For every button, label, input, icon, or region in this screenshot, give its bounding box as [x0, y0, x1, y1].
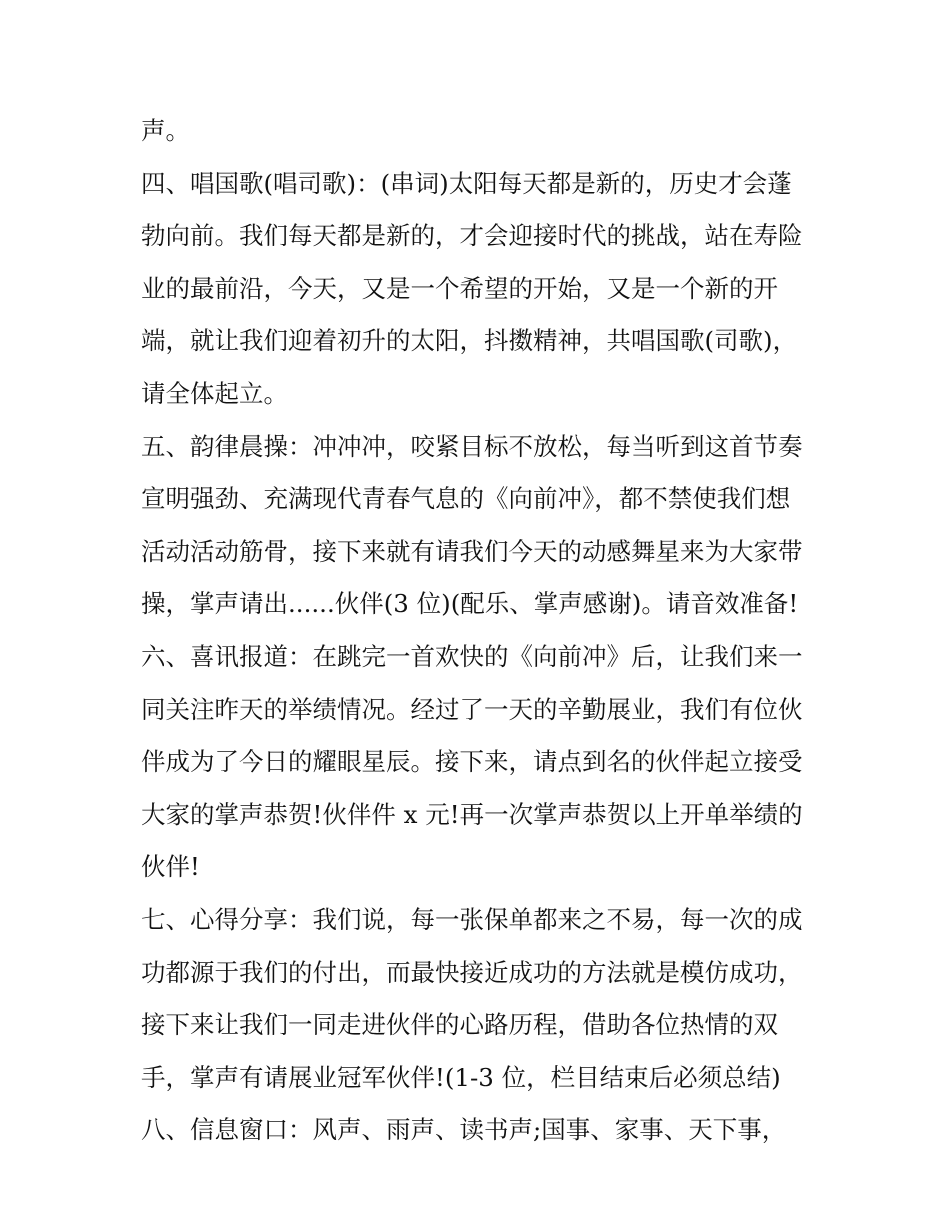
- text-line: 端，就让我们迎着初升的太阳，抖擞精神，共唱国歌(司歌)，: [141, 326, 798, 356]
- text-line: 五、韵律晨操：冲冲冲，咬紧目标不放松，每当听到这首节奏: [141, 431, 803, 461]
- text-line: 伴成为了今日的耀眼星辰。接下来，请点到名的伙伴起立接受: [141, 747, 803, 777]
- text-line: 功都源于我们的付出，而最快接近成功的方法就是模仿成功，: [141, 957, 803, 987]
- body-text: [141, 105, 821, 1157]
- text-line: 七、心得分享：我们说，每一张保单都来之不易，每一次的成: [141, 904, 803, 934]
- text-line: 八、信息窗口：风声、雨声、读书声;国事、家事、天下事，: [141, 1115, 787, 1145]
- text-line: 六、喜讯报道：在跳完一首欢快的《向前冲》后，让我们来一: [141, 641, 803, 671]
- text-line: 宣明强劲、充满现代青春气息的《向前冲》，都不禁使我们想: [141, 484, 791, 514]
- text-line: 同关注昨天的举绩情况。经过了一天的辛勤展业，我们有位伙: [141, 694, 803, 724]
- text-line: 请全体起立。: [141, 378, 288, 408]
- text-line: 接下来让我们一同走进伙伴的心路历程，借助各位热情的双: [141, 1010, 778, 1040]
- text-line: 声。: [141, 116, 190, 145]
- text-line: 手，掌声有请展业冠军伙伴!(1-3 位，栏目结束后必须总结): [141, 1062, 781, 1092]
- text-line: 操，掌声请出......伙伴(3 位)(配乐、掌声感谢)。请音效准备!: [141, 589, 799, 619]
- text-line: 四、唱国歌(唱司歌)：(串词)太阳每天都是新的，历史才会蓬: [141, 168, 792, 198]
- text-line: 活动活动筋骨，接下来就有请我们今天的动感舞星来为大家带: [141, 536, 803, 566]
- text-line: 勃向前。我们每天都是新的，才会迎接时代的挑战，站在寿险: [141, 221, 803, 251]
- text-line: 业的最前沿，今天，又是一个希望的开始，又是一个新的开: [141, 273, 778, 303]
- text-line: 伙伴!: [141, 852, 200, 882]
- text-line: 大家的掌声恭贺!伙伴件 x 元!再一次掌声恭贺以上开单举绩的: [141, 799, 803, 829]
